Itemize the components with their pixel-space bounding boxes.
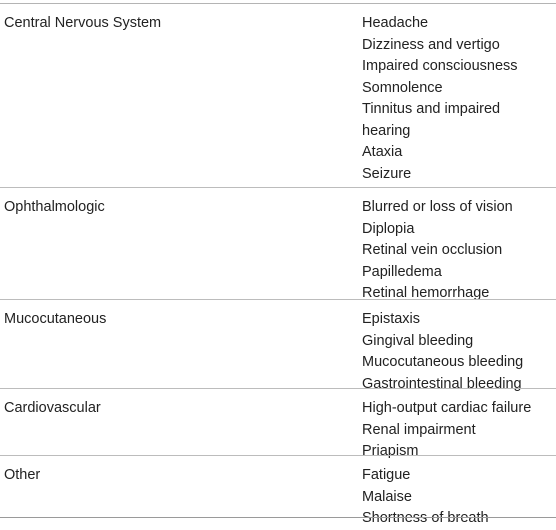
symptom-item: Renal impairment: [362, 421, 476, 438]
symptom-item: Priapism: [362, 443, 419, 459]
table-row: [0, 299, 556, 392]
table-row: [0, 4, 556, 187]
symptom-item: Seizure: [362, 165, 412, 182]
symptom-list: [362, 398, 552, 463]
category-cell: Cardiovascular: [4, 400, 101, 416]
symptom-item: Diplopia: [362, 220, 415, 237]
symptom-item: Impaired consciousness: [362, 58, 518, 74]
symptom-item: Gingival bleeding: [362, 332, 474, 349]
table-row: [0, 455, 556, 526]
symptom-item: Dizziness and vertigo: [362, 36, 500, 53]
symptom-item: Retinal hemorrhage: [362, 285, 490, 301]
symptom-item: Ataxia: [362, 144, 403, 160]
category-cell: Ophthalmologic: [4, 199, 105, 215]
symptom-item: Gastrointestinal bleeding: [362, 375, 522, 392]
category-cell: Other: [4, 467, 41, 483]
symptom-item: Retinal vein occlusion: [362, 242, 503, 258]
symptom-item: Shortness of breath: [362, 510, 489, 526]
symptom-item: High-output cardiac failure: [362, 400, 532, 416]
table-row: [0, 187, 556, 299]
symptom-item: Somnolence: [362, 79, 443, 96]
symptom-item: Papilledema: [362, 263, 442, 280]
symptom-list: [362, 197, 552, 305]
symptom-item: Epistaxis: [362, 311, 421, 327]
symptom-list: [362, 13, 552, 185]
symptom-item: Headache: [362, 15, 429, 31]
symptom-item: Mucocutaneous bleeding: [362, 354, 524, 370]
symptom-item: Fatigue: [362, 467, 411, 483]
category-cell: Mucocutaneous: [4, 311, 107, 327]
symptom-list: [362, 309, 552, 395]
symptom-item: Malaise: [362, 488, 412, 505]
symptom-item: Blurred or loss of vision: [362, 199, 513, 215]
symptom-list: [362, 465, 552, 530]
category-cell: Central Nervous System: [4, 15, 162, 31]
symptom-item: Tinnitus and impaired: [362, 101, 501, 117]
table-row: [0, 388, 556, 457]
symptom-item: hearing: [362, 122, 411, 139]
